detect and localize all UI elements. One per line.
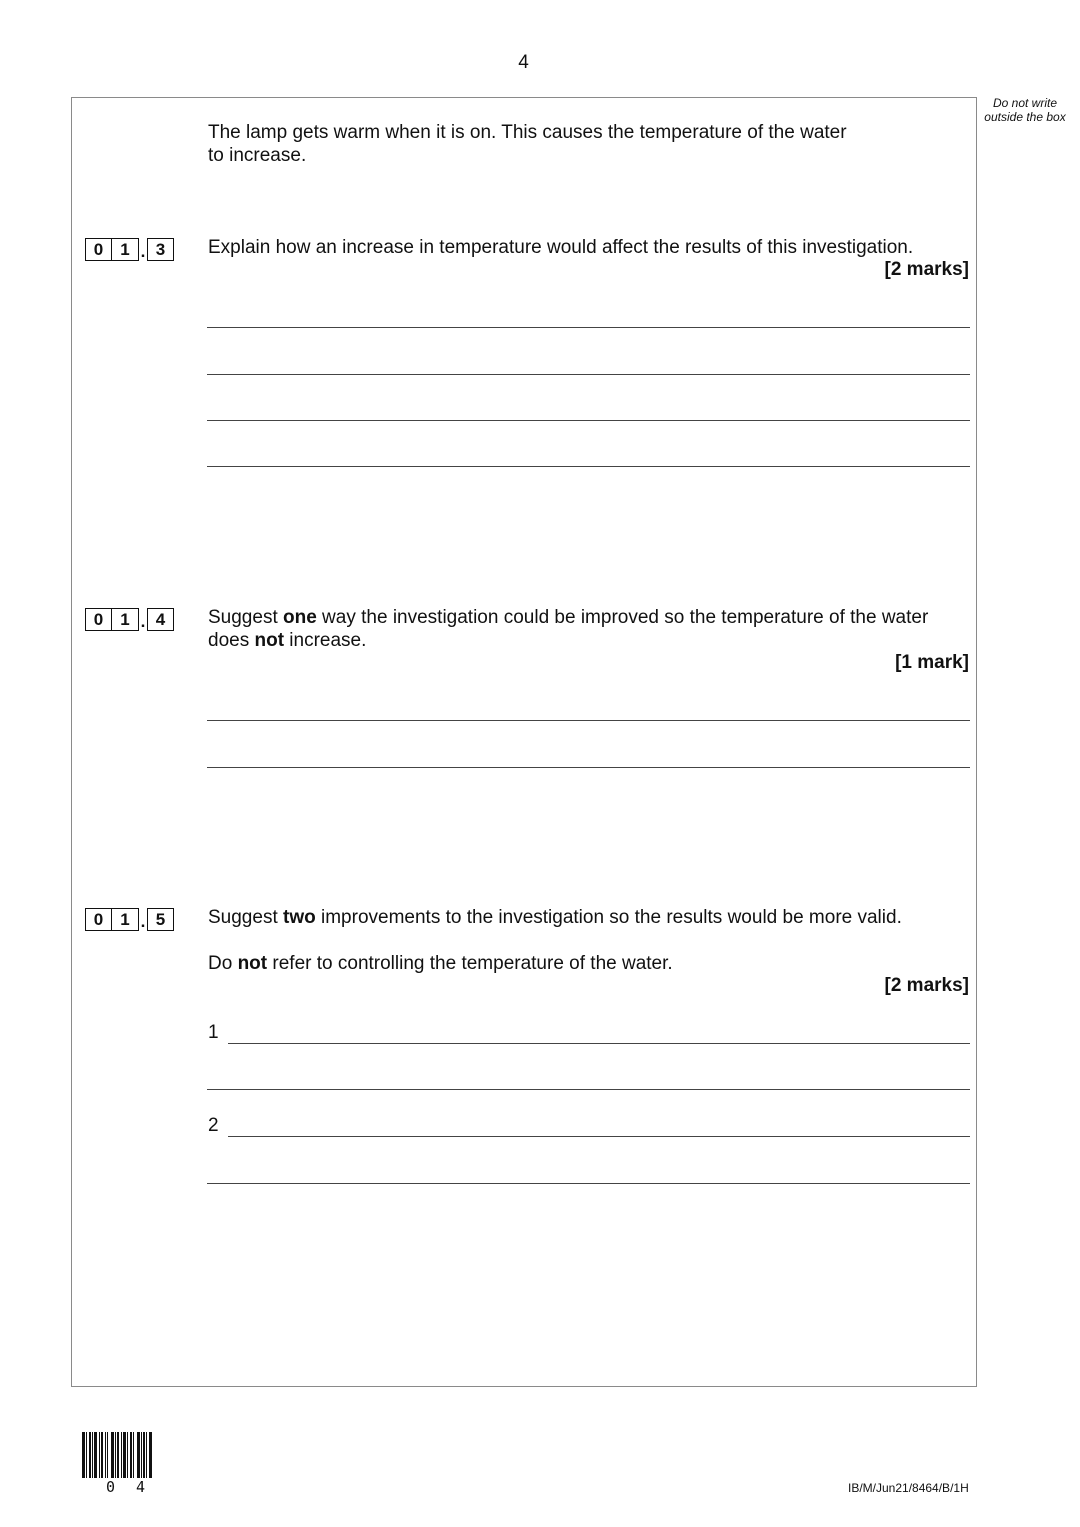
question-01-5-text	[208, 906, 902, 929]
emphasis-not: not	[254, 630, 285, 651]
question-01-5-marks: [2 marks]	[884, 975, 969, 996]
text-run: Do	[208, 953, 238, 974]
answer-line[interactable]	[207, 720, 970, 721]
margin-note: Do not write outside the box	[984, 96, 1066, 124]
question-dot: .	[140, 612, 146, 631]
barcode-bar	[127, 1432, 128, 1478]
question-digit: 1	[112, 908, 139, 931]
answer-label-2: 2	[208, 1115, 219, 1136]
question-digit: 0	[85, 238, 112, 261]
text-run: improvements to the investigation so the results would be more valid.	[315, 907, 902, 928]
emphasis-not: not	[237, 953, 268, 974]
intro-line-1: The lamp gets warm when it is on. This causes the temperature of the water	[208, 122, 847, 143]
barcode-bar	[82, 1432, 85, 1478]
text-run: way the investigation could be improved so the temperature of the water	[316, 607, 929, 628]
barcode-bar	[105, 1432, 106, 1478]
barcode-bar	[149, 1432, 152, 1478]
barcode-bar	[130, 1432, 132, 1478]
barcode-bar	[99, 1432, 100, 1478]
question-01-3-marks: [2 marks]	[884, 259, 969, 280]
barcode-bar	[86, 1432, 87, 1478]
question-digit: 4	[147, 608, 174, 631]
barcode-bar	[133, 1432, 134, 1478]
barcode-digits: 0 4	[106, 1478, 152, 1496]
question-01-4-line-1	[208, 606, 928, 629]
question-number-01-4	[85, 606, 174, 631]
question-digit: 3	[147, 238, 174, 261]
barcode-bar	[123, 1432, 126, 1478]
question-digit: 0	[85, 908, 112, 931]
barcode-bar	[117, 1432, 119, 1478]
answer-line[interactable]	[207, 1089, 970, 1090]
question-01-3-text: Explain how an increase in temperature would affect the results of this investigation.	[208, 237, 914, 258]
text-run: Suggest	[208, 907, 283, 928]
answer-line[interactable]	[207, 374, 970, 375]
intro-text	[208, 121, 847, 167]
text-run: increase.	[284, 630, 367, 651]
barcode-bar	[141, 1432, 142, 1478]
question-number-01-5	[85, 906, 174, 931]
answer-line[interactable]	[207, 1183, 970, 1184]
barcode-image	[82, 1432, 152, 1478]
answer-frame	[71, 97, 977, 1387]
barcode-bar	[94, 1432, 97, 1478]
answer-line[interactable]	[207, 466, 970, 467]
barcode-bar	[92, 1432, 93, 1478]
question-digit: 0	[85, 608, 112, 631]
barcode-bar	[146, 1432, 147, 1478]
text-run: refer to controlling the temperature of the water.	[267, 953, 673, 974]
answer-label-1: 1	[208, 1022, 219, 1043]
paper-code: IB/M/Jun21/8464/B/1H	[848, 1481, 969, 1495]
question-number-01-3	[85, 236, 174, 261]
question-01-5-instruction	[208, 952, 673, 975]
question-01-4-text	[208, 606, 928, 652]
question-digit: 5	[147, 908, 174, 931]
question-dot: .	[140, 242, 146, 261]
answer-line[interactable]	[207, 327, 970, 328]
barcode-bar	[89, 1432, 91, 1478]
question-digit: 1	[112, 238, 139, 261]
question-dot: .	[140, 912, 146, 931]
page-number: 4	[518, 52, 529, 73]
barcode-bar	[121, 1432, 122, 1478]
barcode-bar	[107, 1432, 108, 1478]
question-01-4-line-2	[208, 629, 928, 652]
answer-line[interactable]	[228, 1136, 970, 1137]
question-digit: 1	[112, 608, 139, 631]
barcode-bar	[137, 1432, 140, 1478]
emphasis-two: two	[283, 907, 316, 928]
text-run: does	[208, 630, 255, 651]
question-01-4-marks: [1 mark]	[895, 652, 969, 673]
answer-line[interactable]	[228, 1043, 970, 1044]
barcode-bar	[111, 1432, 114, 1478]
intro-line-2: to increase.	[208, 145, 307, 166]
barcode-bar	[143, 1432, 145, 1478]
barcode-bar	[101, 1432, 103, 1478]
answer-line[interactable]	[207, 420, 970, 421]
emphasis-one: one	[283, 607, 317, 628]
answer-line[interactable]	[207, 767, 970, 768]
barcode-bar	[115, 1432, 116, 1478]
text-run: Suggest	[208, 607, 283, 628]
